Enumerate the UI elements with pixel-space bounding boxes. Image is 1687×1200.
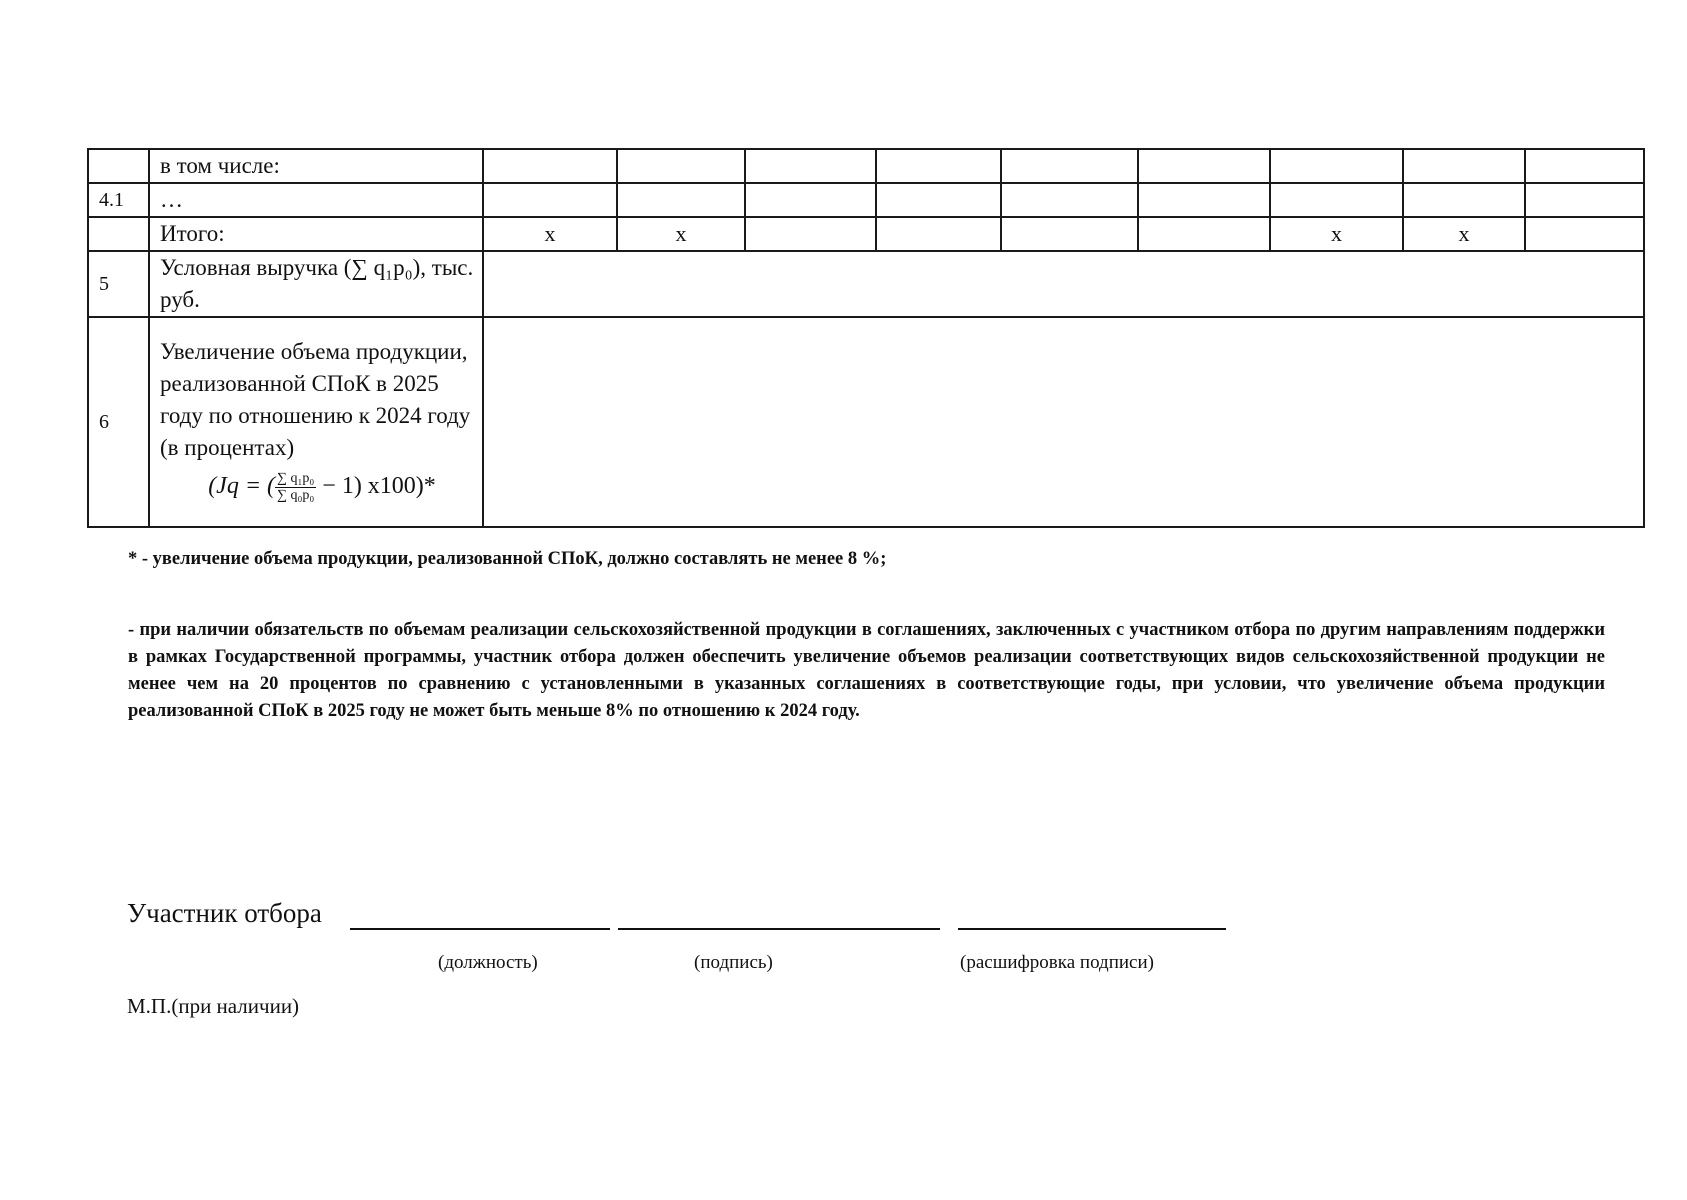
table-cell: [876, 183, 1001, 217]
merged-value-cell: [483, 251, 1644, 317]
row-label: [149, 317, 483, 527]
row-label: в том числе:: [149, 149, 483, 183]
row-number: [88, 149, 149, 183]
table-cell: [483, 183, 617, 217]
formula-prefix: (Jq = (: [208, 473, 276, 499]
table-cell: [1525, 149, 1644, 183]
table-cell: [876, 217, 1001, 251]
table-cell: [617, 149, 745, 183]
table-row: [88, 183, 1644, 217]
table-cell: x: [617, 217, 745, 251]
signature-line: [618, 928, 940, 930]
table-row: [88, 251, 1644, 317]
merged-value-cell: [483, 317, 1644, 527]
decoding-line: [958, 928, 1226, 930]
row-number: [88, 217, 149, 251]
formula-fraction: [275, 471, 316, 504]
row-number: 4.1: [88, 183, 149, 217]
row-number: 5: [88, 251, 149, 317]
table-cell: x: [1270, 217, 1403, 251]
report-table: [87, 148, 1645, 528]
table-cell: [1270, 183, 1403, 217]
table-row: [88, 317, 1644, 527]
table-cell: x: [483, 217, 617, 251]
row-number: 6: [88, 317, 149, 527]
table-cell: [1403, 149, 1525, 183]
table-cell: [1001, 217, 1138, 251]
formula-suffix: − 1) x100)*: [316, 473, 436, 499]
table-cell: [1001, 149, 1138, 183]
stamp-label: М.П.(при наличии): [127, 994, 300, 1018]
table-cell: [1138, 149, 1270, 183]
row-label: …: [149, 183, 483, 217]
footnote-obligations: - при наличии обязательств по объемам реализации сельскохозяйственной продукции в соглашениях, заключенных с участником отбора по другим направлениям поддержки в рамках Государственной программы, участник отбора должен обеспечить увеличение объемов реализации соответствующих видов сельскохозяйственной продукции не менее чем на 20 процентов по сравнению с установленными в указанных соглашениях в соответствующие годы, при условии, что увеличение объема продукции реализованной СПоК в 2025 году не может быть меньше 8% по отношению к 2024 году.: [128, 620, 1605, 721]
table-cell: [483, 149, 617, 183]
table-cell: [1138, 183, 1270, 217]
table-cell: [1403, 183, 1525, 217]
position-caption: (должность): [438, 952, 538, 973]
table-cell: [1525, 183, 1644, 217]
signature-caption: (подпись): [694, 952, 773, 973]
table-row: [88, 149, 1644, 183]
table-cell: [745, 149, 876, 183]
table-cell: x: [1403, 217, 1525, 251]
row-label-text: Увеличение объема продукции, реализованной СПоК в 2025 году по отношению к 2024 году (в процентах): [160, 339, 471, 460]
table-row: [88, 217, 1644, 251]
participant-label: Участник отбора: [127, 898, 322, 928]
position-line: [350, 928, 610, 930]
growth-formula: [160, 464, 476, 508]
formula-denominator: ∑ q₀p₀: [277, 487, 315, 503]
table-cell: [1270, 149, 1403, 183]
table-cell: [617, 183, 745, 217]
table-cell: [1525, 217, 1644, 251]
table-cell: [1001, 183, 1138, 217]
decoding-caption: (расшифровка подписи): [960, 952, 1154, 973]
footnote-minimum-increase: * - увеличение объема продукции, реализованной СПоК, должно составлять не менее 8 %;: [128, 549, 887, 569]
row-label: Условная выручка (∑ q₁p₀), тыс. руб.: [149, 251, 483, 317]
table-cell: [876, 149, 1001, 183]
table-body: [88, 149, 1644, 527]
row-label: Итого:: [149, 217, 483, 251]
table-cell: [1138, 217, 1270, 251]
formula-numerator: ∑ q₁p₀: [277, 470, 315, 486]
table-cell: [745, 217, 876, 251]
table-cell: [745, 183, 876, 217]
